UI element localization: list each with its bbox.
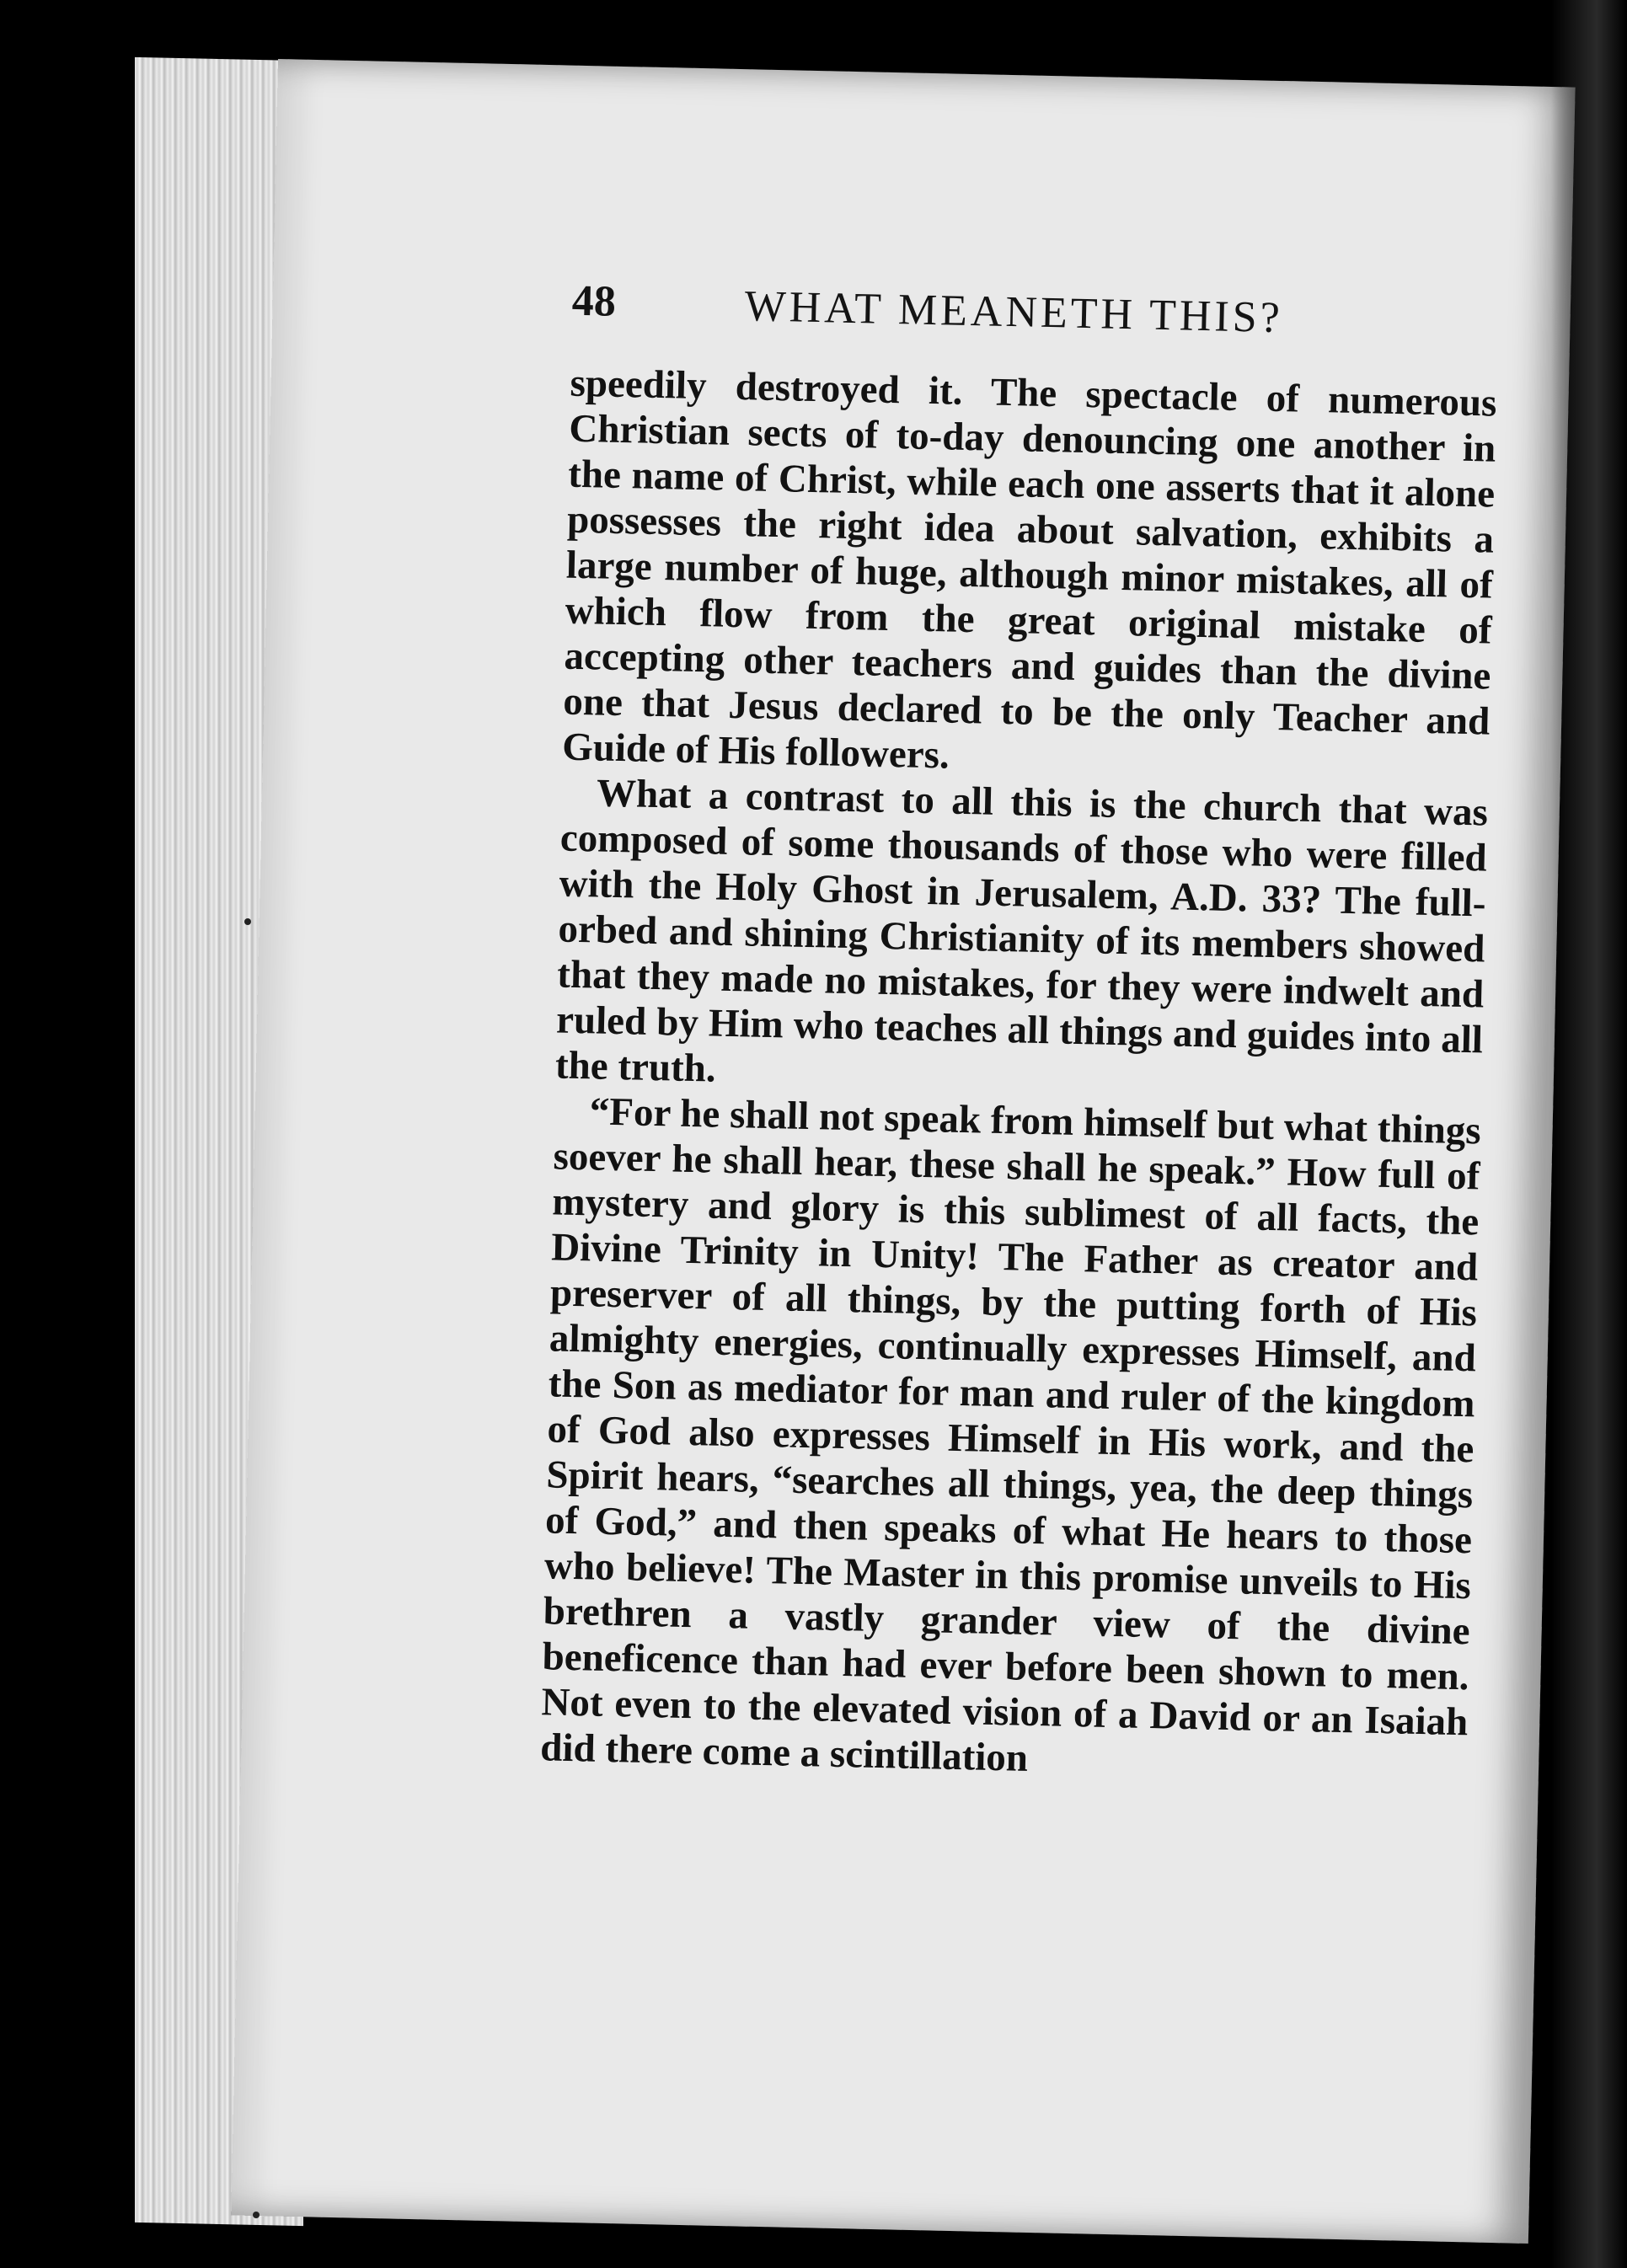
paragraph-1: speedily destroyed it. The spectacle of numerous Christian sects of to-day denouncing one another in the name of Christ, while each one asserts that it alone possesses the right idea about salvation, exhibits a large number of huge, although minor mistakes, all of which flow from the great original mistake of accepting other teachers and guides than the divine one that Jesus declared to be the only Teacher and Guide of His followers. bbox=[561, 361, 1497, 778]
paragraph-2: What a contrast to all this is the church that was composed of some thousands of those who were filled with the Holy Ghost in Jerusalem, A.D. 33? The full-orbed and shining Christianity of its members showed that they made no mistakes, for they were indwelt and ruled by Him who teaches all things and guides into all the truth. bbox=[554, 771, 1489, 1091]
page-header bbox=[571, 276, 1499, 364]
body-text bbox=[540, 361, 1497, 1791]
page-number: 48 bbox=[571, 276, 617, 326]
margin-speck bbox=[253, 2212, 260, 2218]
margin-speck bbox=[244, 918, 251, 925]
running-title: WHAT MEANETH THIS? bbox=[744, 282, 1284, 343]
paragraph-3: “For he shall not speak from himself but what things soever he shall hear, these shall he speak.” How full of mystery and glory is this sublimest of all facts, the Divine Trinity in Unity! The Father as creator and preserver of all things, by the putting forth of His almighty energies, continually expresses Himself, and the Son as mediator for man and ruler of the kingdom of God also expresses Himself in His work, and the Spirit hears, “searches all things, yea, the deep things of God,” and then speaks of what He hears to those who believe! The Master in this promise unveils to His brethren a vastly grander view of the divine beneficence than had ever before been shown to men. Not even to the elevated vision of a David or an Isaiah did there come a scintillation bbox=[539, 1089, 1482, 1780]
binding-shadow bbox=[1551, 0, 1627, 2268]
book-page bbox=[231, 59, 1575, 2244]
